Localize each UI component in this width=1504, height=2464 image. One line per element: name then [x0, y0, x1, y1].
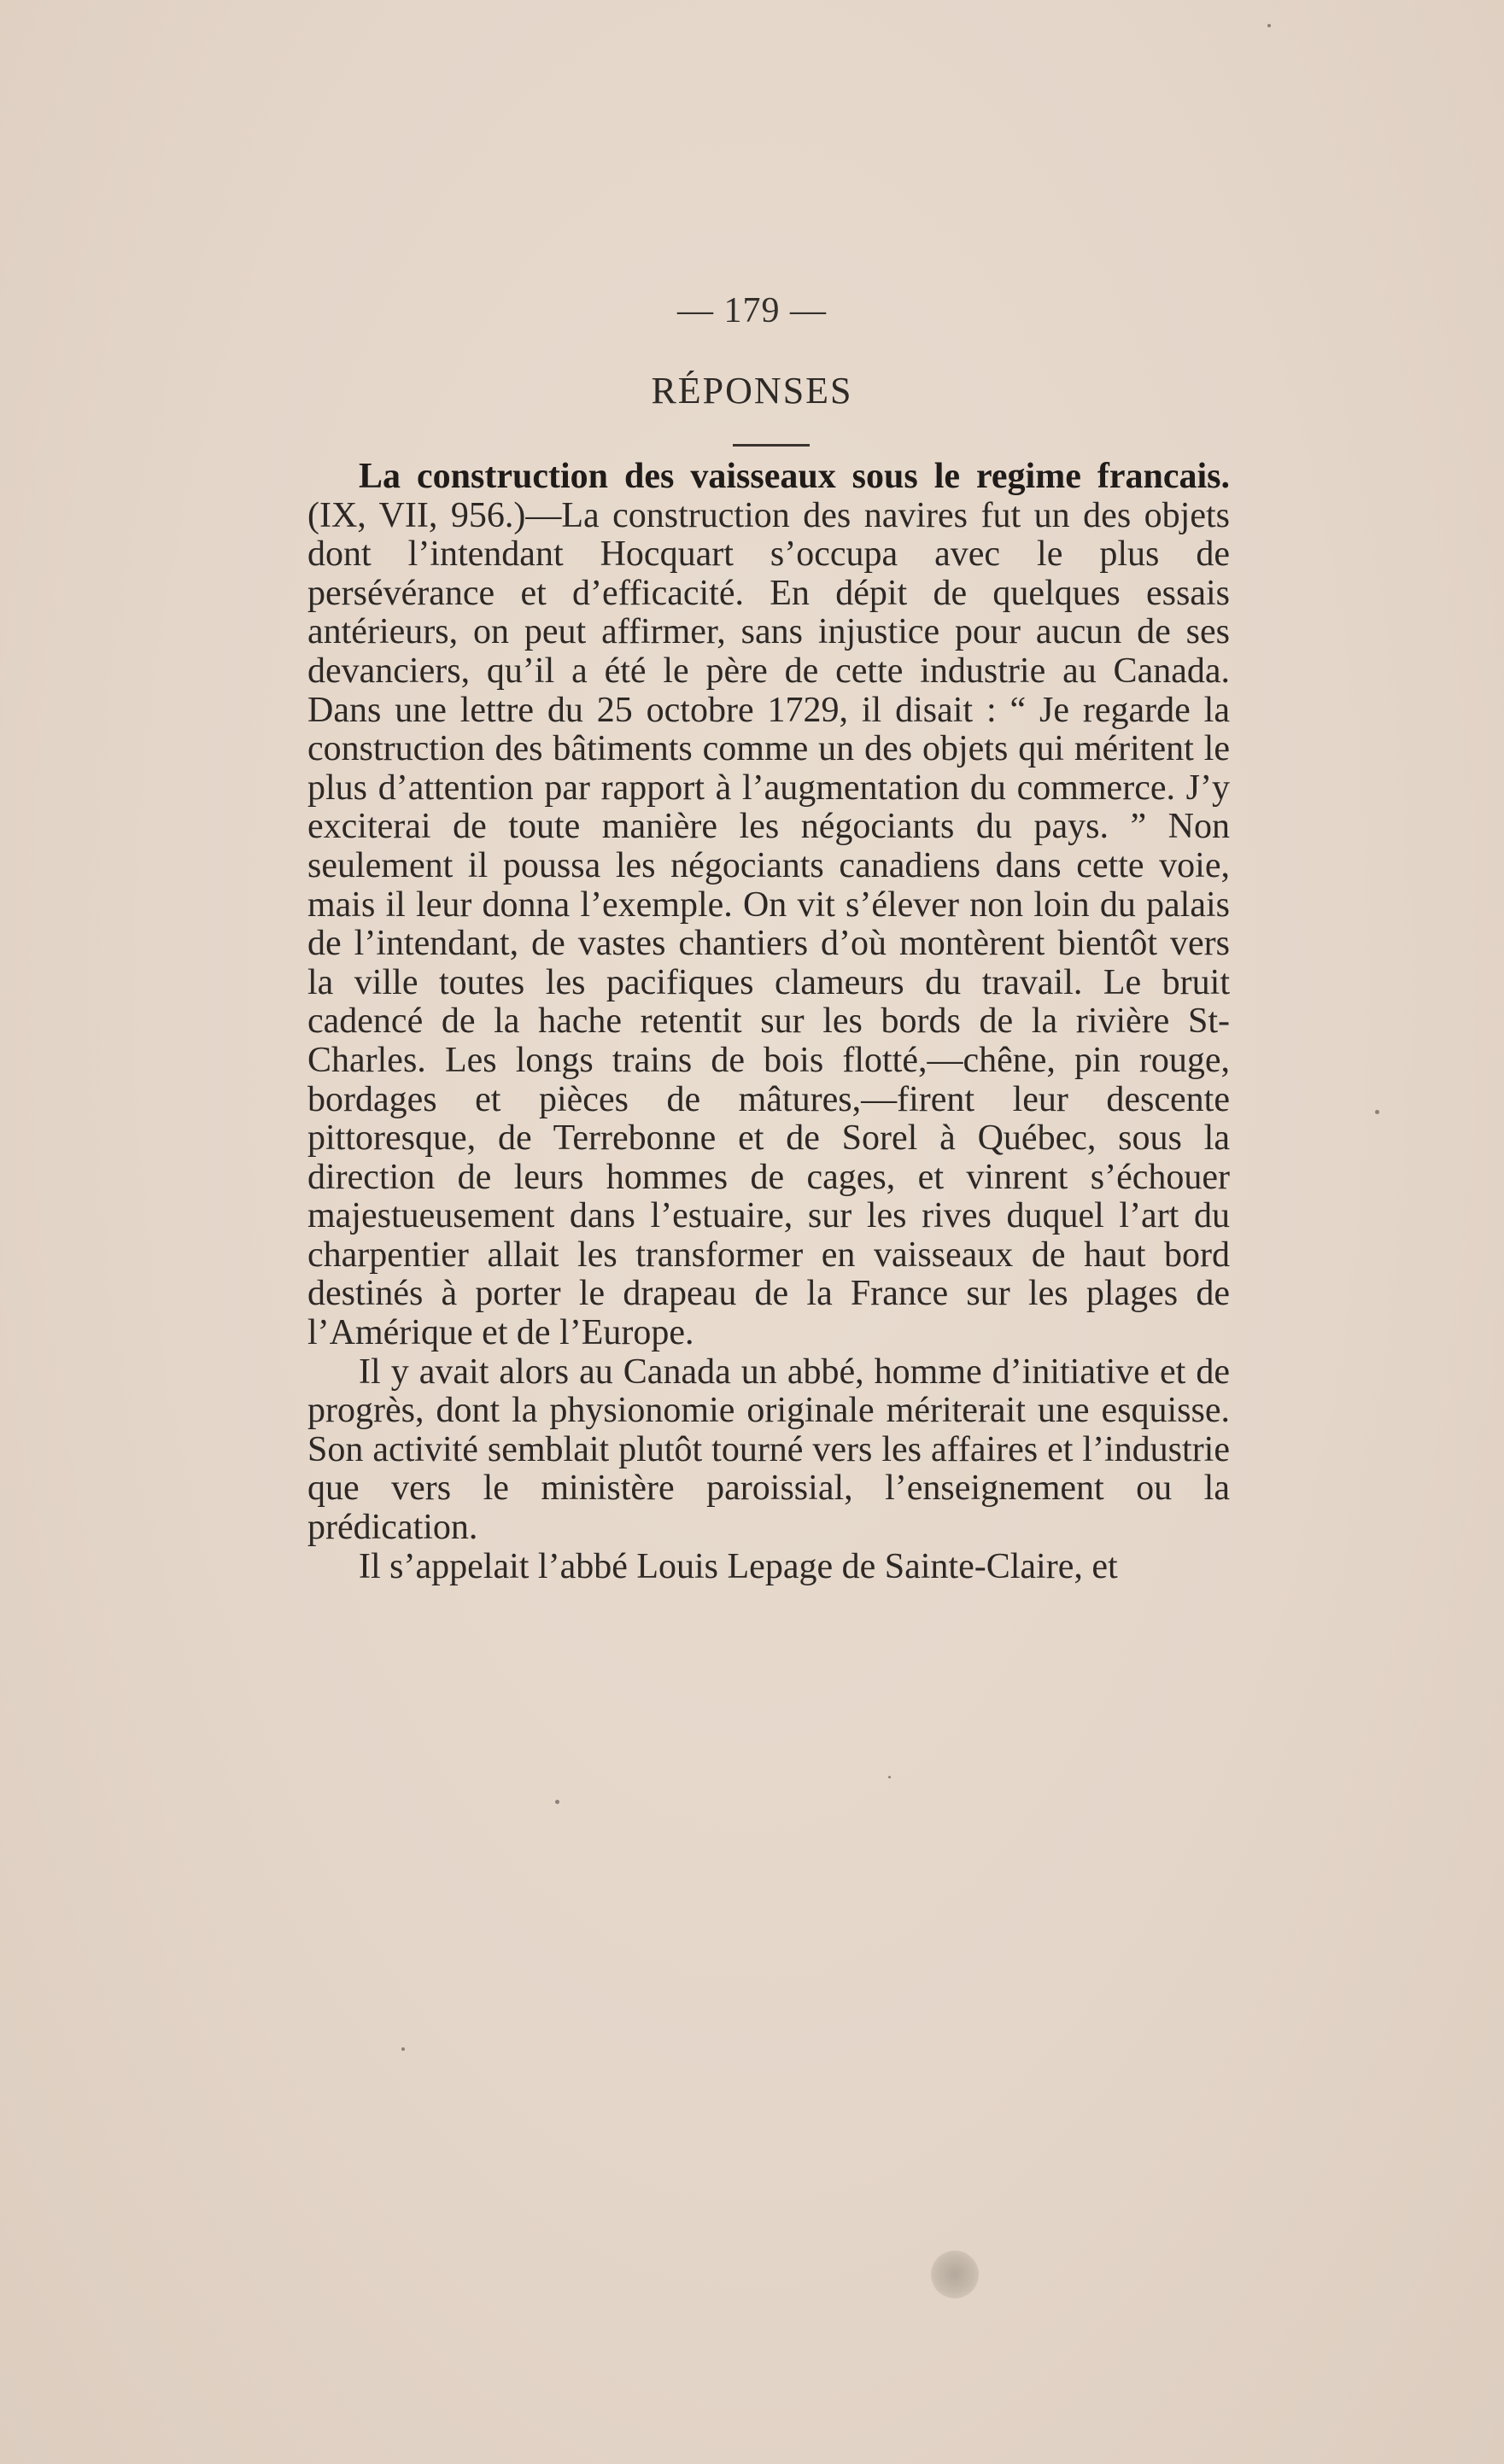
article-paragraph	[307, 458, 1230, 1353]
paper-speck	[401, 2047, 405, 2051]
paper-speck	[888, 1776, 891, 1778]
section-title: RÉPONSES	[651, 370, 853, 412]
paper-speck	[555, 1800, 559, 1804]
article-body	[307, 458, 1230, 1586]
paper-speck	[1267, 24, 1271, 27]
article-paragraph-text: (IX, VII, 956.)—La construction des navires fut un des objets dont l’intendant Hocquart s’occupa avec le plus de persévérance et d’efficacité. En dépit de quelques essais antérieurs, on peut affirmer, sans injustice pour aucun de ses devanciers, qu’il a été le père de cette industrie au Canada. Dans une lettre du 25 octobre 1729, il disait : “ Je regarde la construction des bâtiments comme un des objets qui méritent le plus d’attention par rapport à l’augmentation du commerce. J’y exciterai de toute manière les négociants du pays. ” Non seulement il poussa les négociants canadiens dans cette voie, mais il leur donna l’exemple. On vit s’élever non loin du palais de l’intendant, de vastes chantiers d’où montèrent bientôt vers la ville toutes les pacifiques clameurs du travail. Le bruit cadencé de la hache retentit sur les bords de la rivière St-Charles. Les longs trains de bois flotté,—chêne, pin rouge, bordages et pièces de mâtures,—firent leur descente pittoresque, de Terrebonne et de Sorel à Québec, sous la direction de leurs hommes de cages, et vinrent s’échouer majestueusement dans l’estuaire, sur les rives duquel l’art du charpentier allait les transformer en vaisseaux de haut bord destinés à porter le drapeau de la France sur les plages de l’Amérique et de l’Europe.	[307, 495, 1230, 1353]
paper-speck	[1375, 1110, 1379, 1114]
paper-stain	[931, 2251, 979, 2298]
page-number: — 179 —	[677, 291, 827, 330]
title-divider	[733, 444, 810, 447]
article-heading: La construction des vaisseaux sous le regime francais.	[359, 457, 1230, 496]
article-paragraph: Il y avait alors au Canada un abbé, homme d’initiative et de progrès, dont la physionomie originale mériterait une esquisse. Son activité semblait plutôt tourné vers les affaires et l’industrie que vers le ministère paroissial, l’enseignement ou la prédication.	[307, 1352, 1230, 1548]
article-paragraph: Il s’appelait l’abbé Louis Lepage de Sainte-Claire, et	[359, 1546, 1118, 1586]
